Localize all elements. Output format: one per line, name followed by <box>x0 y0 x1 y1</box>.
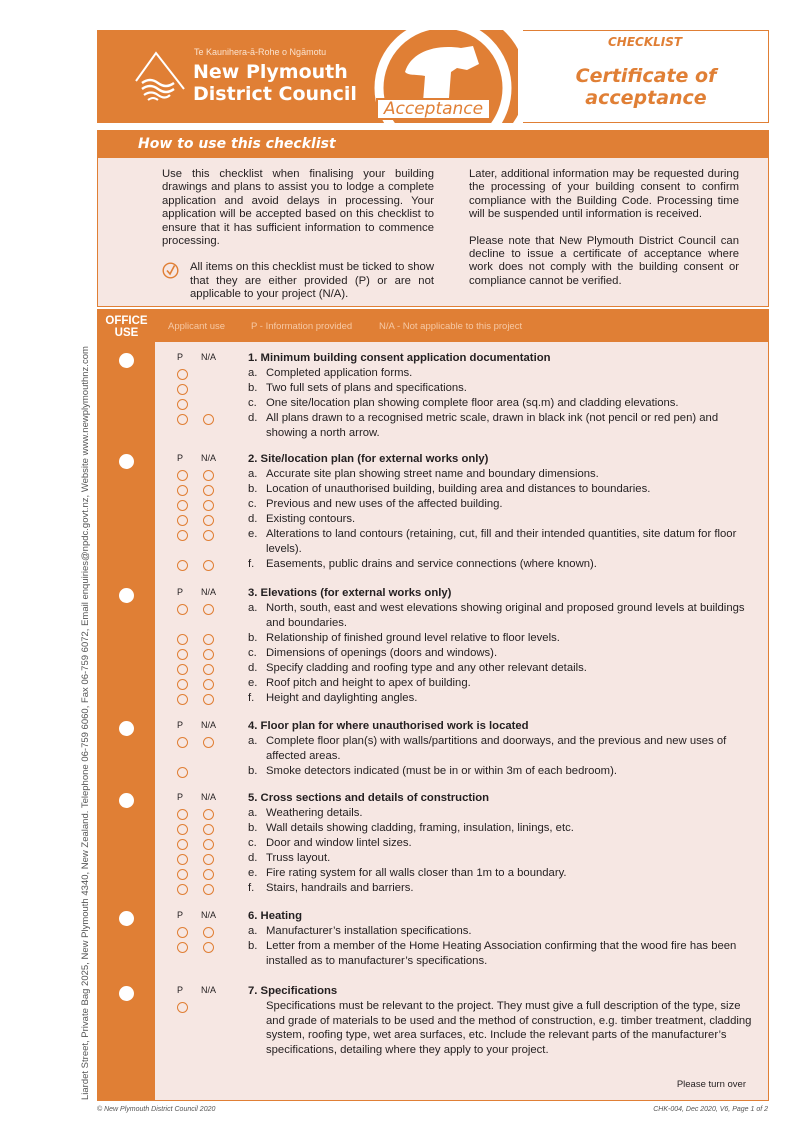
radio-p-2e[interactable] <box>177 530 188 541</box>
item-text: Truss layout. <box>266 852 331 864</box>
document-reference: CHK-004, Dec 2020, V6, Page 1 of 2 <box>653 1106 768 1113</box>
p-column-head: P <box>177 587 184 597</box>
item-text: Letter from a member of the Home Heating Association confirming that the wood fire has been installed as to manufacturer’s specifications. <box>266 940 737 967</box>
radio-na-3b[interactable] <box>203 634 214 645</box>
item-letter: e. <box>248 867 258 879</box>
item-text: Two full sets of plans and specifications. <box>266 382 467 394</box>
radio-p-1b[interactable] <box>177 384 188 395</box>
radio-na-2c[interactable] <box>203 500 214 511</box>
legend-bar <box>98 310 768 342</box>
radio-p-5b[interactable] <box>177 824 188 835</box>
na-column-head: N/A <box>201 352 217 362</box>
item-letter: e. <box>248 677 258 689</box>
item-letter: c. <box>248 647 257 659</box>
section-title: 5. Cross sections and details of construction <box>248 792 490 804</box>
item-text: Weathering details. <box>266 807 363 819</box>
decline-note-paragraph: Please note that New Plymouth District Council can decline to issue a certificate of acceptance where work does not comply with the building consent or compliance cannot be verified. <box>469 234 739 287</box>
radio-na-5e[interactable] <box>203 869 214 880</box>
radio-p-2b[interactable] <box>177 485 188 496</box>
item-letter: a. <box>248 735 258 747</box>
item-text: Stairs, handrails and barriers. <box>266 882 414 894</box>
item-text: Complete floor plan(s) with walls/partitions and doorways, and the previous and new uses of affected areas. <box>266 735 727 762</box>
org-name-line2: District Council <box>193 83 357 105</box>
legend-na: N/A - Not applicable to this project <box>379 321 523 332</box>
na-column-head: N/A <box>201 587 217 597</box>
office-check-section-2[interactable] <box>119 454 134 469</box>
office-check-section-6[interactable] <box>119 911 134 926</box>
na-column-head: N/A <box>201 985 217 995</box>
radio-p-3a[interactable] <box>177 604 188 615</box>
item-letter: a. <box>248 925 258 937</box>
radio-na-2d[interactable] <box>203 515 214 526</box>
item-letter: b. <box>248 822 258 834</box>
office-check-section-5[interactable] <box>119 793 134 808</box>
contact-details: Liardet Street, Private Bag 2025, New Plymouth 4340, New Zealand. Telephone 06-759 6060, Fax 06-759 6072, Email enquiries@npdc.govt.nz, Website www.newplymouthnz.com <box>80 346 91 1100</box>
radio-na-3f[interactable] <box>203 694 214 705</box>
item-text: Alterations to land contours (retaining, cut, fill and their intended quantities, site datum for floor levels). <box>266 528 737 555</box>
radio-na-5c[interactable] <box>203 839 214 850</box>
legend-applicant-use: Applicant use <box>168 321 226 332</box>
item-text: North, south, east and west elevations showing original and proposed ground levels at buildings and boundaries. <box>266 602 745 629</box>
radio-p-5e[interactable] <box>177 869 188 880</box>
item-text: Easements, public drains and service connections (where known). <box>266 558 597 570</box>
radio-p-3e[interactable] <box>177 679 188 690</box>
na-column-head: N/A <box>201 910 217 920</box>
item-letter: b. <box>248 765 258 777</box>
npdc-logo-icon <box>134 49 186 105</box>
radio-p-7[interactable] <box>177 1002 188 1013</box>
radio-p-5f[interactable] <box>177 884 188 895</box>
office-use-heading: OFFICE USE <box>105 315 148 339</box>
section-title: 6. Heating <box>248 910 302 922</box>
document-header <box>97 30 769 123</box>
radio-na-6a[interactable] <box>203 927 214 938</box>
item-text: Existing contours. <box>266 513 356 525</box>
item-letter: a. <box>248 807 258 819</box>
radio-p-5d[interactable] <box>177 854 188 865</box>
how-to-use-panel <box>97 130 769 307</box>
radio-na-5d[interactable] <box>203 854 214 865</box>
item-text: Fire rating system for all walls closer than 1m to a boundary. <box>266 867 567 879</box>
item-letter: f. <box>248 558 255 570</box>
item-text: Manufacturer’s installation specifications. <box>266 925 472 937</box>
radio-p-5a[interactable] <box>177 809 188 820</box>
radio-p-4b[interactable] <box>177 767 188 778</box>
checklist-panel <box>97 309 769 1101</box>
turn-over-note: Please turn over <box>676 1079 746 1090</box>
additional-info-paragraph: Later, additional information may be requested during the processing of your building consent to confirm compliance with the Building Code. Processing time will be suspended until information is received. <box>469 168 739 221</box>
legend-p: P - Information provided <box>251 321 353 332</box>
item-letter: d. <box>248 662 258 674</box>
item-letter: f. <box>248 882 255 894</box>
radio-p-4a[interactable] <box>177 737 188 748</box>
copyright: © New Plymouth District Council 2020 <box>97 1106 216 1113</box>
item-text: Relationship of finished ground level relative to floor levels. <box>266 632 560 644</box>
how-to-use-left-column <box>162 168 434 302</box>
org-name-line1: New Plymouth <box>193 61 348 83</box>
radio-na-5b[interactable] <box>203 824 214 835</box>
item-letter: b. <box>248 382 258 394</box>
how-to-use-right-column <box>469 168 739 301</box>
na-column-head: N/A <box>201 792 217 802</box>
acceptance-badge-label: Acceptance <box>376 98 491 120</box>
radio-p-5c[interactable] <box>177 839 188 850</box>
radio-p-2f[interactable] <box>177 560 188 571</box>
item-text: Roof pitch and height to apex of building. <box>266 677 471 689</box>
radio-na-2b[interactable] <box>203 485 214 496</box>
radio-na-3a[interactable] <box>203 604 214 615</box>
item-text: Height and daylighting angles. <box>266 692 418 704</box>
intro-paragraph: Use this checklist when finalising your building drawings and plans to assist you to lodge a complete application and avoid delays in processing. Your application will be accepted based on this checklist to ensure that it has sufficient information to commence processing. <box>162 168 434 248</box>
item-letter: b. <box>248 940 258 952</box>
radio-p-6a[interactable] <box>177 927 188 938</box>
radio-p-3c[interactable] <box>177 649 188 660</box>
item-text: Smoke detectors indicated (must be in or within 3m of each bedroom). <box>266 765 617 777</box>
item-text: Dimensions of openings (doors and windows). <box>266 647 498 659</box>
item-letter: e. <box>248 528 258 540</box>
item-text: All plans drawn to a recognised metric scale, drawn in black ink (not pencil or red pen) and showing a north arrow. <box>266 412 719 439</box>
item-text: Accurate site plan showing street name and boundary dimensions. <box>266 468 599 480</box>
checklist-kicker: CHECKLIST <box>608 35 683 49</box>
item-text: One site/location plan showing complete floor area (sq.m) and cladding elevations. <box>266 397 679 409</box>
item-letter: a. <box>248 602 258 614</box>
radio-na-3e[interactable] <box>203 679 214 690</box>
radio-p-1c[interactable] <box>177 399 188 410</box>
radio-p-2a[interactable] <box>177 470 188 481</box>
page-title: Certificate of acceptance <box>575 65 717 109</box>
radio-na-2f[interactable] <box>203 560 214 571</box>
radio-p-6b[interactable] <box>177 942 188 953</box>
item-letter: d. <box>248 513 258 525</box>
item-letter: f. <box>248 692 255 704</box>
item-letter: d. <box>248 852 258 864</box>
how-to-use-heading: How to use this checklist <box>98 131 768 158</box>
radio-p-2d[interactable] <box>177 515 188 526</box>
item-text: Specify cladding and roofing type and any other relevant details. <box>266 662 587 674</box>
item-letter: c. <box>248 498 257 510</box>
p-column-head: P <box>177 352 184 362</box>
item-letter: b. <box>248 632 258 644</box>
na-column-head: N/A <box>201 720 217 730</box>
office-check-section-4[interactable] <box>119 721 134 736</box>
radio-na-2a[interactable] <box>203 470 214 481</box>
item-letter: c. <box>248 397 257 409</box>
section-title: 7. Specifications <box>248 985 338 997</box>
org-maori-name: Te Kaunihera-ā-Rohe o Ngāmotu <box>194 47 327 57</box>
office-check-section-7[interactable] <box>119 986 134 1001</box>
radio-na-1d[interactable] <box>203 414 214 425</box>
radio-p-3f[interactable] <box>177 694 188 705</box>
p-column-head: P <box>177 453 184 463</box>
p-column-head: P <box>177 985 184 995</box>
section-title: 1. Minimum building consent application documentation <box>248 352 551 364</box>
item-text: Wall details showing cladding, framing, insulation, linings, etc. <box>266 822 574 834</box>
item-letter: a. <box>248 367 258 379</box>
tick-note <box>162 261 434 301</box>
item-text: Location of unauthorised building, building area and distances to boundaries. <box>266 483 651 495</box>
section-title: 3. Elevations (for external works only) <box>248 587 452 599</box>
radio-p-3b[interactable] <box>177 634 188 645</box>
org-name <box>193 61 357 105</box>
p-column-head: P <box>177 792 184 802</box>
section-title: 4. Floor plan for where unauthorised work is located <box>248 720 529 732</box>
item-letter: b. <box>248 483 258 495</box>
office-check-section-3[interactable] <box>119 588 134 603</box>
radio-p-1d[interactable] <box>177 414 188 425</box>
radio-na-2e[interactable] <box>203 530 214 541</box>
radio-p-2c[interactable] <box>177 500 188 511</box>
item-letter: c. <box>248 837 257 849</box>
radio-p-3d[interactable] <box>177 664 188 675</box>
item-text: Previous and new uses of the affected building. <box>266 498 503 510</box>
radio-p-1a[interactable] <box>177 369 188 380</box>
radio-na-5a[interactable] <box>203 809 214 820</box>
radio-na-5f[interactable] <box>203 884 214 895</box>
p-column-head: P <box>177 720 184 730</box>
section-title: 2. Site/location plan (for external works only) <box>248 453 489 465</box>
check-circle-icon <box>162 262 179 279</box>
item-text: Door and window lintel sizes. <box>266 837 412 849</box>
radio-na-4a[interactable] <box>203 737 214 748</box>
radio-na-3c[interactable] <box>203 649 214 660</box>
item-text: Completed application forms. <box>266 367 413 379</box>
radio-na-6b[interactable] <box>203 942 214 953</box>
office-check-section-1[interactable] <box>119 353 134 368</box>
na-column-head: N/A <box>201 453 217 463</box>
item-text: Specifications must be relevant to the project. They must give a full description of the type, size and grade of materials to be used and the method of construction, e.g. timber treatment, cladding system, roofing type, wet area surfaces, etc. Include the relevant parts of the manufacturer’s specifications, detailing where they apply to your project. <box>266 1000 752 1056</box>
item-letter: a. <box>248 468 258 480</box>
office-use-column <box>98 310 155 1100</box>
p-column-head: P <box>177 910 184 920</box>
radio-na-3d[interactable] <box>203 664 214 675</box>
tick-note-text: All items on this checklist must be ticked to show that they are either provided (P) or are not applicable to your project (N/A). <box>190 261 434 301</box>
item-letter: d. <box>248 412 258 424</box>
